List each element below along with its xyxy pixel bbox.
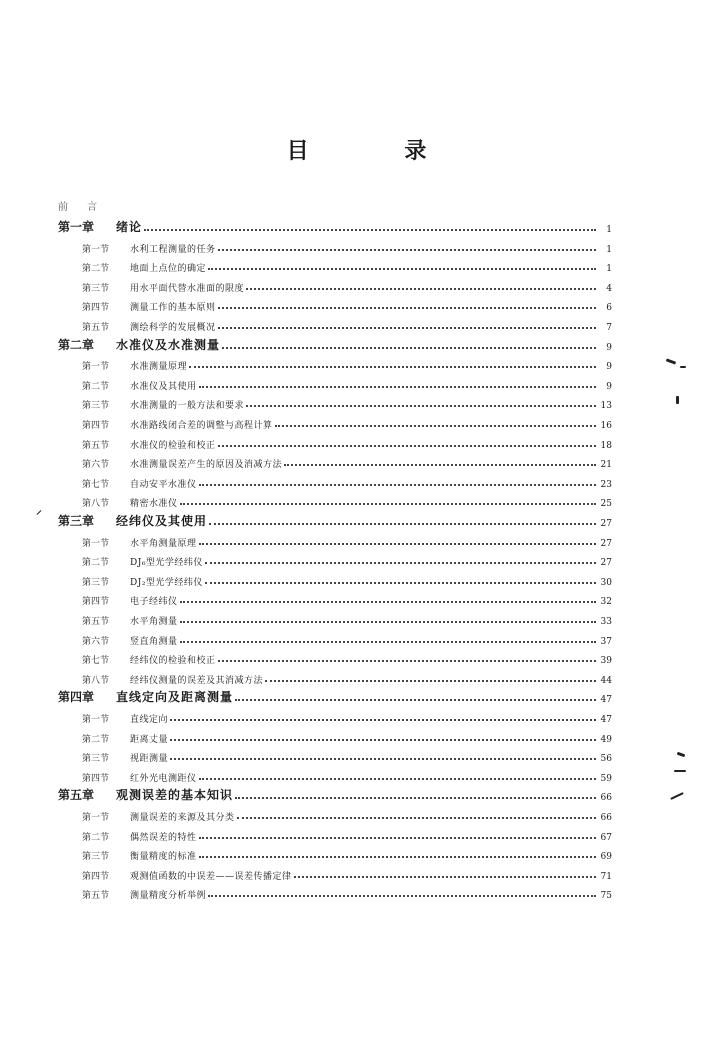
page-number: 18 xyxy=(600,440,612,451)
page-number: 16 xyxy=(600,421,612,431)
section-title: 水准仪及其使用 xyxy=(130,381,197,392)
page-number: 66 xyxy=(600,793,612,804)
toc-section[interactable] xyxy=(58,706,612,725)
section-title: 自动安平水准仪 xyxy=(130,479,197,490)
section-title: 精密水准仪 xyxy=(130,499,178,510)
leader-dots xyxy=(170,739,596,741)
toc-section[interactable] xyxy=(58,392,612,411)
toc-section[interactable] xyxy=(58,882,612,901)
scan-mark xyxy=(37,510,42,515)
section-title: 红外光电测距仪 xyxy=(130,773,197,784)
leader-dots xyxy=(235,699,596,701)
section-number: 第四节 xyxy=(82,421,110,431)
leader-dots xyxy=(205,582,596,584)
section-title: 测量误差的来源及其分类 xyxy=(130,813,235,823)
section-title: 衡量精度的标准 xyxy=(130,852,197,863)
leader-dots xyxy=(246,405,596,407)
leader-dots xyxy=(199,484,596,486)
page-number: 71 xyxy=(600,871,612,882)
section-title: 观测值函数的中误差——误差传播定律 xyxy=(130,871,292,882)
section-number: 第二节 xyxy=(82,381,110,392)
page-number: 47 xyxy=(600,715,612,725)
chapter-title: 观测误差的基本知识 xyxy=(116,788,234,803)
page-number: 27 xyxy=(600,558,612,569)
scan-mark xyxy=(676,396,679,404)
toc-chapter[interactable] xyxy=(58,510,612,529)
section-title: 直线定向 xyxy=(130,715,169,725)
section-title: 视距测量 xyxy=(130,754,169,765)
section-number: 第二节 xyxy=(82,832,110,843)
page-number: 66 xyxy=(600,813,612,823)
page-number: 9 xyxy=(606,362,612,373)
section-number: 第六节 xyxy=(82,460,110,471)
section-number: 第一节 xyxy=(82,813,110,823)
toc-section[interactable] xyxy=(58,726,612,745)
section-number: 第一节 xyxy=(82,244,110,255)
section-title: 测绘科学的发展概况 xyxy=(130,323,216,333)
section-title: DJ₆型光学经纬仪 xyxy=(130,558,203,569)
section-number: 第七节 xyxy=(82,656,110,667)
toc-section[interactable] xyxy=(58,255,612,274)
scan-mark xyxy=(666,358,676,364)
toc-section[interactable] xyxy=(58,824,612,843)
chapter-number: 第三章 xyxy=(58,514,95,528)
section-number: 第三节 xyxy=(82,401,110,412)
section-title: 地面上点位的确定 xyxy=(130,264,207,275)
page-number: 47 xyxy=(600,695,612,706)
chapter-title: 经纬仪及其使用 xyxy=(116,514,208,528)
page-number: 33 xyxy=(600,617,612,627)
page-number: 49 xyxy=(600,734,612,745)
section-title: 水准仪的检验和校正 xyxy=(130,440,216,451)
page-number: 6 xyxy=(606,303,612,314)
toc-section[interactable] xyxy=(58,608,612,627)
page-number: 75 xyxy=(600,891,612,902)
section-number: 第八节 xyxy=(82,675,110,686)
section-number: 第三节 xyxy=(82,754,110,765)
toc-section[interactable] xyxy=(58,314,612,333)
page-number: 32 xyxy=(600,597,612,608)
leader-dots xyxy=(170,719,596,721)
toc-section[interactable] xyxy=(58,549,612,568)
page-number: 25 xyxy=(600,499,612,510)
chapter-number: 第四章 xyxy=(58,690,95,705)
section-title: 距离丈量 xyxy=(130,734,169,745)
toc-section[interactable] xyxy=(58,628,612,647)
section-title: 水准测量误差产生的原因及消减方法 xyxy=(130,460,283,471)
page-number: 21 xyxy=(600,460,612,471)
toc-section[interactable] xyxy=(58,647,612,666)
section-number: 第四节 xyxy=(82,597,110,608)
section-title: 偶然误差的特性 xyxy=(130,832,197,843)
section-number: 第一节 xyxy=(82,715,110,725)
leader-dots xyxy=(218,249,596,251)
page-number: 27 xyxy=(600,519,612,529)
section-number: 第五节 xyxy=(82,323,110,333)
section-title: 经纬仪测量的误差及其消减方法 xyxy=(130,675,264,686)
leader-dots xyxy=(199,837,596,839)
scan-mark xyxy=(677,752,686,758)
leader-dots xyxy=(199,778,596,780)
page-number: 9 xyxy=(606,342,612,353)
section-number: 第三节 xyxy=(82,577,110,588)
section-title: 测量工作的基本原则 xyxy=(130,303,216,314)
leader-dots xyxy=(205,562,596,564)
section-title: 水准测量原理 xyxy=(130,362,188,373)
chapter-number: 第二章 xyxy=(58,337,95,352)
leader-dots xyxy=(246,288,596,290)
section-title: 水准路线闭合差的调整与高程计算 xyxy=(130,421,273,431)
page-number: 56 xyxy=(600,754,612,765)
toc-section[interactable] xyxy=(58,353,612,372)
section-title: 水平角测量原理 xyxy=(130,538,197,549)
toc-section[interactable] xyxy=(58,530,612,549)
leader-dots xyxy=(218,660,596,662)
toc-section[interactable] xyxy=(58,236,612,255)
toc-section[interactable] xyxy=(58,471,612,490)
leader-dots xyxy=(180,621,596,623)
leader-dots xyxy=(144,229,596,231)
section-number: 第二节 xyxy=(82,264,110,275)
section-number: 第三节 xyxy=(82,852,110,863)
section-title: 竖直角测量 xyxy=(130,636,178,647)
leader-dots xyxy=(284,464,596,466)
leader-dots xyxy=(189,366,596,368)
toc-section[interactable] xyxy=(58,432,612,451)
page-number: 44 xyxy=(600,675,612,686)
page-number: 67 xyxy=(600,832,612,843)
toc-section[interactable] xyxy=(58,451,612,470)
section-number: 第五节 xyxy=(82,617,110,627)
leader-dots xyxy=(275,425,596,427)
leader-dots xyxy=(180,601,596,603)
toc-section[interactable] xyxy=(58,373,612,392)
leader-dots xyxy=(170,758,596,760)
chapter-title: 水准仪及水准测量 xyxy=(116,337,221,352)
toc-section[interactable] xyxy=(58,569,612,588)
leader-dots xyxy=(180,503,596,505)
leader-dots xyxy=(218,327,596,329)
page-number: 7 xyxy=(606,323,612,333)
toc-section[interactable] xyxy=(58,294,612,313)
toc-section[interactable] xyxy=(58,588,612,607)
toc-chapter[interactable] xyxy=(58,686,612,705)
section-number: 第五节 xyxy=(82,440,110,451)
leader-dots xyxy=(235,797,596,799)
leader-dots xyxy=(199,386,596,388)
toc-section[interactable] xyxy=(58,804,612,823)
toc-section[interactable] xyxy=(58,765,612,784)
scan-mark xyxy=(670,792,684,800)
section-number: 第八节 xyxy=(82,499,110,510)
leader-dots xyxy=(208,268,596,270)
toc-chapter[interactable] xyxy=(58,216,612,235)
section-number: 第二节 xyxy=(82,558,110,569)
section-title: 电子经纬仪 xyxy=(130,597,178,608)
section-number: 第四节 xyxy=(82,773,110,784)
chapter-title: 绪论 xyxy=(116,220,143,234)
toc-section[interactable] xyxy=(58,412,612,431)
section-number: 第三节 xyxy=(82,283,110,294)
leader-dots xyxy=(218,307,596,309)
section-title: 水利工程测量的任务 xyxy=(130,244,216,255)
page-number: 69 xyxy=(600,852,612,863)
section-number: 第一节 xyxy=(82,362,110,373)
page-number: 9 xyxy=(606,381,612,392)
leader-dots xyxy=(208,895,596,897)
toc-section[interactable] xyxy=(58,490,612,509)
toc-section[interactable] xyxy=(58,863,612,882)
page-number: 1 xyxy=(606,244,612,255)
leader-dots xyxy=(209,523,596,525)
toc-section[interactable] xyxy=(58,275,612,294)
chapter-title: 直线定向及距离测量 xyxy=(116,690,234,705)
page-number: 13 xyxy=(600,401,612,412)
section-number: 第四节 xyxy=(82,871,110,882)
section-title: 测量精度分析举例 xyxy=(130,891,207,902)
chapter-number: 第五章 xyxy=(58,788,95,803)
leader-dots xyxy=(199,856,596,858)
page-number: 23 xyxy=(600,479,612,490)
leader-dots xyxy=(222,347,596,349)
scan-mark xyxy=(674,770,686,772)
page-number: 39 xyxy=(600,656,612,667)
page-number: 4 xyxy=(606,283,612,294)
leader-dots xyxy=(237,817,596,819)
page-number: 27 xyxy=(600,538,612,549)
scan-mark xyxy=(680,366,686,368)
page-number: 30 xyxy=(600,577,612,588)
section-title: 经纬仪的检验和校正 xyxy=(130,656,216,667)
section-title: 水平角测量 xyxy=(130,617,178,627)
page-number: 59 xyxy=(600,773,612,784)
section-number: 第五节 xyxy=(82,891,110,902)
toc-preface[interactable] xyxy=(58,194,612,213)
page-title: 目 录 xyxy=(286,139,471,164)
section-number: 第二节 xyxy=(82,734,110,745)
leader-dots xyxy=(265,680,596,682)
leader-dots xyxy=(180,641,596,643)
chapter-number: 第一章 xyxy=(58,220,95,234)
section-number: 第一节 xyxy=(82,538,110,549)
section-title: 用水平面代替水准面的限度 xyxy=(130,283,245,294)
section-number: 第四节 xyxy=(82,303,110,314)
toc-chapter[interactable] xyxy=(58,784,612,803)
page-number: 1 xyxy=(606,225,612,235)
section-number: 第六节 xyxy=(82,636,110,647)
section-title: 水准测量的一般方法和要求 xyxy=(130,401,245,412)
page-number: 37 xyxy=(600,636,612,647)
page-number: 1 xyxy=(606,264,612,275)
leader-dots xyxy=(218,445,596,447)
toc-section[interactable] xyxy=(58,745,612,764)
leader-dots xyxy=(199,543,596,545)
toc-section[interactable] xyxy=(58,667,612,686)
section-number: 第七节 xyxy=(82,479,110,490)
toc-chapter[interactable] xyxy=(58,334,612,353)
preface-label: 前 言 xyxy=(58,202,106,213)
section-title: DJ₂型光学经纬仪 xyxy=(130,577,203,588)
toc-section[interactable] xyxy=(58,843,612,862)
leader-dots xyxy=(294,876,596,878)
